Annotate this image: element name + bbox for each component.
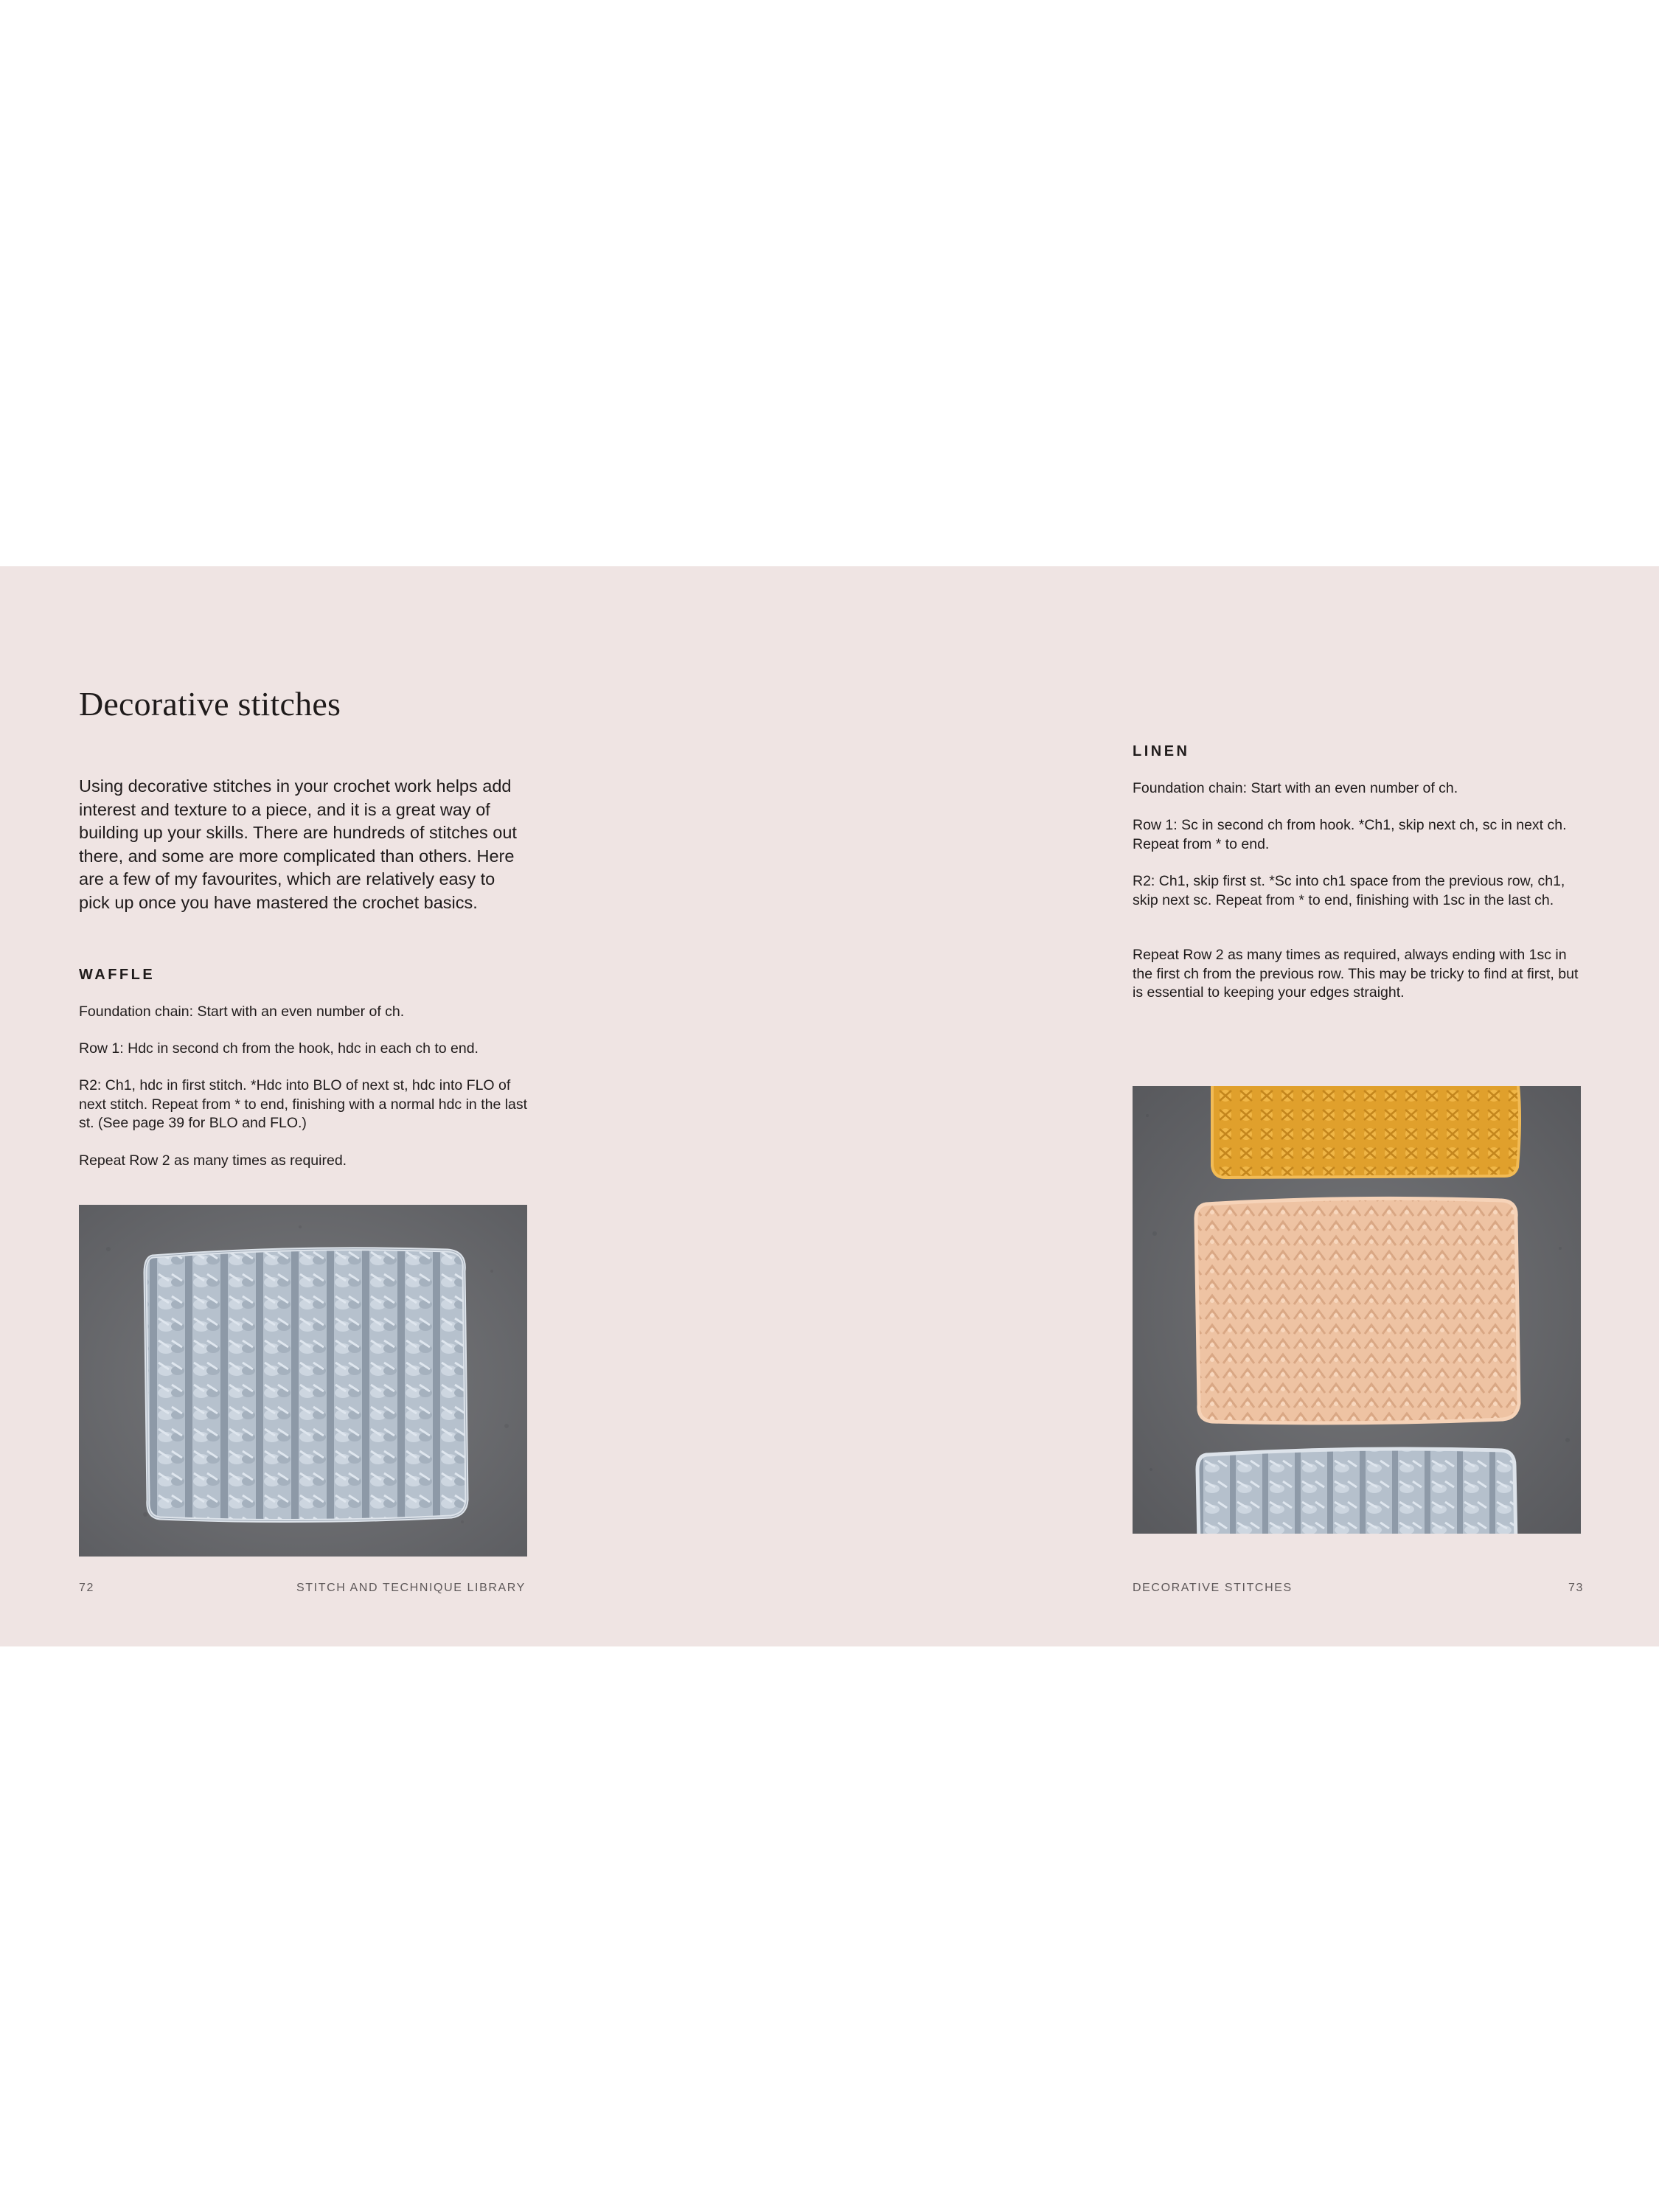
left-running-head: STITCH AND TECHNIQUE LIBRARY (296, 1582, 526, 1594)
left-page (0, 566, 830, 1646)
right-page-number: 73 (1568, 1582, 1584, 1594)
page-title: Decorative stitches (79, 685, 341, 723)
linen-row2-text: R2: Ch1, skip first st. *Sc into ch1 space from the previous row, ch1, skip next sc. Repeat from * to end, finishing with 1sc in the last ch. (1133, 873, 1565, 908)
linen-foundation-text: Foundation chain: Start with an even number of ch. (1133, 780, 1458, 796)
right-page (830, 566, 1659, 1646)
linen-repeat-text: Repeat Row 2 as many times as required, always ending with 1sc in the first ch from the previous row. This may be tricky to find at first, but is essential to keeping your edges straight. (1133, 947, 1579, 1001)
waffle-swatch-photo (79, 1205, 527, 1557)
intro-paragraph: Using decorative stitches in your crochet work helps add interest and texture to a piece, and it is a great way of building up your skills. There are hundreds of stitches out there, and some are more complicated than others. Here are a few of my favourites, which are relatively easy to pick up once you have mastered the crochet basics. (79, 776, 517, 912)
waffle-heading: WAFFLE (79, 967, 156, 983)
waffle-row2-text: R2: Ch1, hdc in first stitch. *Hdc into BLO of next st, hdc into FLO of next stitch. Repeat from * to end, finishing with a normal hdc in the last st. (See page 39 for BLO and FLO.) (79, 1077, 528, 1131)
waffle-repeat-text: Repeat Row 2 as many times as required. (79, 1152, 347, 1169)
left-page-number: 72 (79, 1582, 94, 1594)
linen-heading: LINEN (1133, 743, 1190, 759)
waffle-row1-text: Row 1: Hdc in second ch from the hook, hdc in each ch to end. (79, 1040, 479, 1057)
book-spread (0, 566, 1659, 1646)
right-running-head: DECORATIVE STITCHES (1133, 1582, 1293, 1594)
linen-swatches-photo (1133, 1086, 1581, 1534)
waffle-foundation-text: Foundation chain: Start with an even number of ch. (79, 1004, 405, 1020)
linen-row1-text: Row 1: Sc in second ch from hook. *Ch1, skip next ch, sc in next ch. Repeat from * to end. (1133, 817, 1567, 852)
